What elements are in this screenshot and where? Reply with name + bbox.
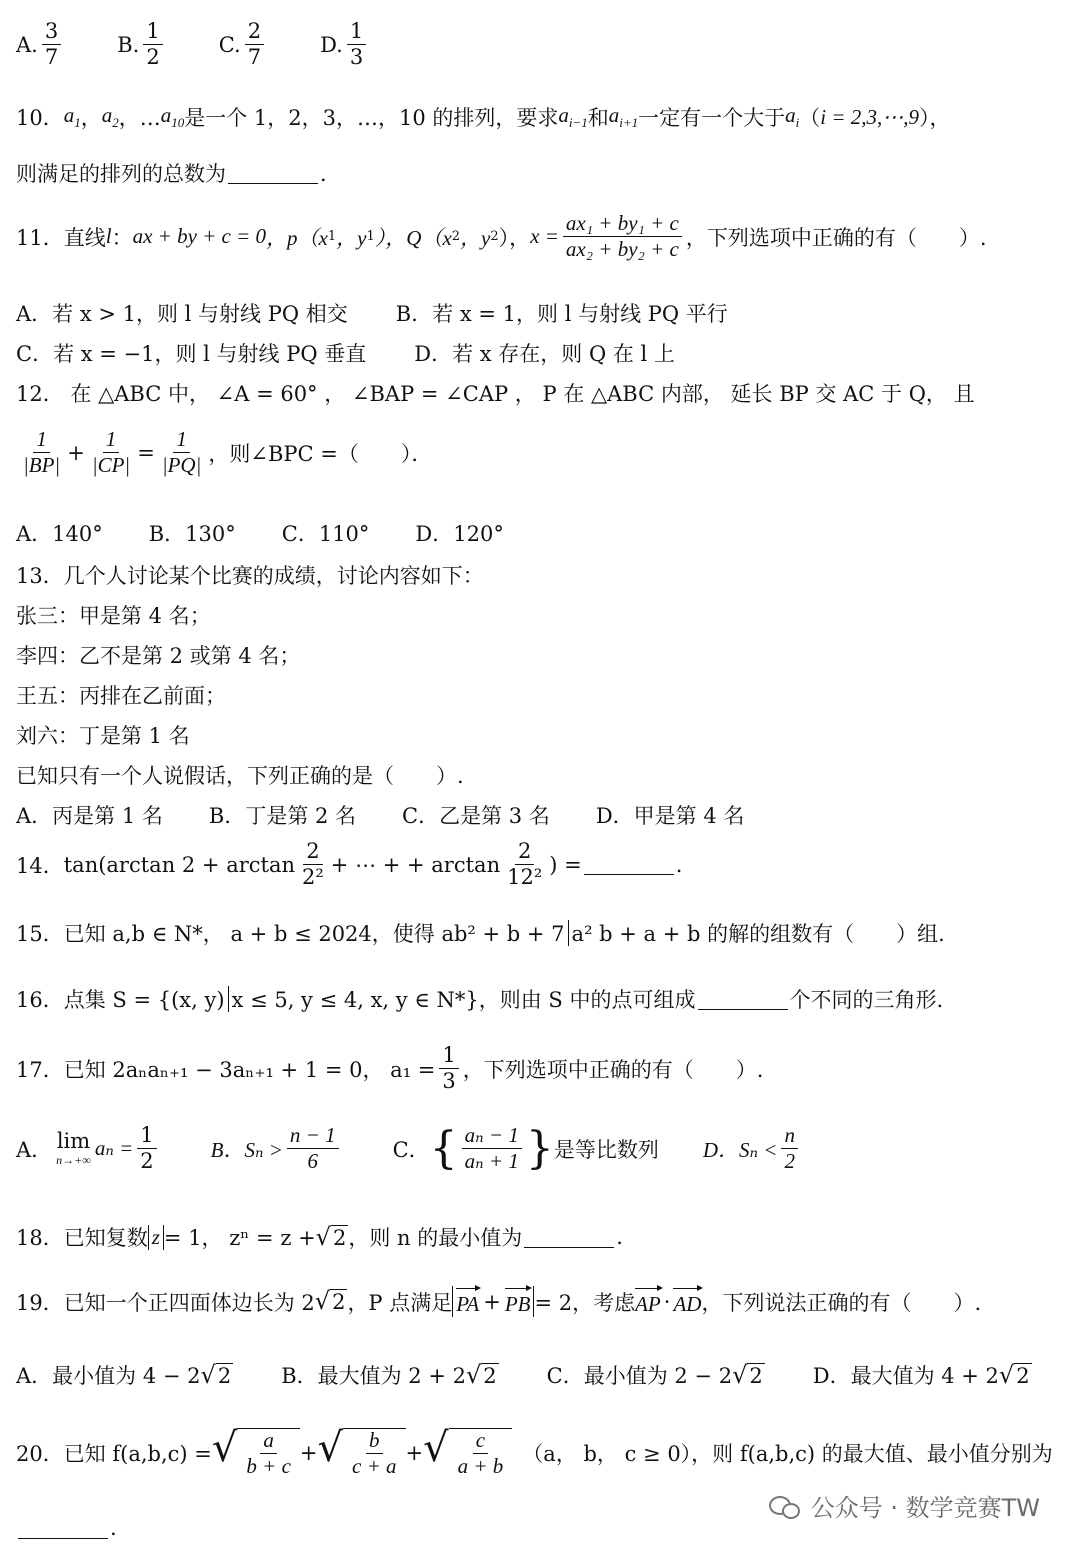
fraction: $\frac{a}{b + c}$ <box>246 1428 291 1479</box>
answer-blank[interactable] <box>698 989 788 1010</box>
answer-blank[interactable] <box>18 1518 108 1539</box>
q10-line-1: 10． $a_1$ ， $a_2$ ，… $a_{10}$ 是一个 1，2，3，…，10 的排列，要求 $a_{i-1}$ 和 $a_{i+1}$ 一定有一个大于 $a_i$ （ i = 2,3,⋯,9 ）， <box>16 102 951 131</box>
q9-option-b: B. $\frac{1}{2}$ <box>117 20 166 69</box>
fraction: $\frac{n - 1}{6}$ <box>287 1124 339 1173</box>
q13-line-2: 张三：甲是第 4 名； <box>16 604 211 628</box>
q17-option-a: A． lim n→+∞ aₙ = $\frac{1}{2}$ <box>16 1124 161 1173</box>
q12-line-1: 12． 在 △ABC 中， ∠A = 60° ， ∠BAP = ∠CAP ， P 在 △ABC 内部， 延长 BP 交 AC 于 Q， 且 <box>16 382 975 406</box>
fraction: $\frac{2}{7}$ <box>245 20 264 69</box>
q13-line-6: 已知只有一个人说假话，下列正确的是（ ）. <box>16 764 464 788</box>
left-brace: { <box>429 1122 458 1174</box>
sqrt: √ $\frac{b}{c + a}$ <box>318 1428 406 1478</box>
q12-line-2: $\frac{1}{|BP|}$ + $\frac{1}{|CP|}$ = $\frac{1}{|PQ|}$ ，则∠BPC =（ ）． <box>16 428 432 477</box>
fraction: $\frac{1}{|PQ|}$ <box>161 427 202 478</box>
q9-option-c: C. $\frac{2}{7}$ <box>219 20 268 69</box>
fraction: $\frac{1}{2}$ <box>143 20 162 69</box>
fraction: $\frac{\text{ax₁ + by₁ + c}}{\text{ax₂ + by₂ + c}}$ <box>563 212 682 261</box>
watermark: 公众号 · 数学竞赛TW <box>769 1488 1040 1523</box>
fraction: $\frac{b}{c + a}$ <box>352 1428 397 1479</box>
answer-blank[interactable] <box>228 163 318 184</box>
q19-option-b: B．最大值为 2 + 2 √ 2 <box>281 1360 497 1389</box>
q11-line: 11．直线 l ： ax + by + c = 0 ，p（x 1 ，y 1 ），Q（x 2 ，y 2 ）， x = $\frac{\text{ax₁ + by₁ + c}}{\text{ax₂ + by₂ + c}}$ ，下列选项中正确的有（ ）. <box>16 211 987 262</box>
fraction: $\frac{1}{|BP|}$ <box>23 427 61 478</box>
fraction: $\frac{1}{3}$ <box>347 20 366 69</box>
q19-option-a: A．最小值为 4 − 2 √ 2 <box>16 1360 232 1389</box>
q13-line-3: 李四：乙不是第 2 或第 4 名； <box>16 644 301 668</box>
fraction: $\frac{2}{\text{2²}}$ <box>302 839 324 890</box>
q17-options <box>16 1124 854 1173</box>
q17-option-c: C． { $\frac{\text{aₙ − 1}}{\text{aₙ + 1}}$ } 是等比数列 <box>392 1122 659 1174</box>
fraction: $\frac{\text{aₙ − 1}}{\text{aₙ + 1}}$ <box>462 1124 522 1173</box>
answer-blank[interactable] <box>584 854 674 875</box>
q9-options <box>16 20 422 69</box>
q20-line-2: . <box>16 1516 117 1540</box>
right-brace: } <box>525 1122 554 1174</box>
fraction: $\frac{3}{7}$ <box>42 20 61 69</box>
q9-option-a: A. $\frac{3}{7}$ <box>16 20 65 69</box>
q11-options-row-1: A．若 x > 1，则 l 与射线 PQ 相交 B．若 x = 1，则 l 与射线 PQ 平行 <box>16 302 728 326</box>
q17-option-b: B．Sₙ > $\frac{n - 1}{6}$ <box>211 1124 343 1173</box>
q19-line: 19．已知一个正四面体边长为 2 √ 2 ，P 点满足 PA + PB = 2，考虑 AP · AD ，下列说法正确的有（ ）. <box>16 1287 982 1316</box>
fraction: $\frac{1}{|CP|}$ <box>91 427 131 478</box>
sqrt: √ 2 <box>314 1287 346 1315</box>
q11-options-row-2: C．若 x = −1，则 l 与射线 PQ 垂直 D．若 x 存在，则 Q 在 l 上 <box>16 342 675 366</box>
wechat-icon <box>769 1494 799 1518</box>
q19-options <box>16 1360 1070 1390</box>
fraction: $\frac{1}{2}$ <box>137 1124 156 1173</box>
q13-line-4: 王五：丙排在乙前面； <box>16 684 226 708</box>
q13-options: A．丙是第 1 名 B．丁是第 2 名 C．乙是第 3 名 D．甲是第 4 名 <box>16 804 745 828</box>
divides-bar <box>568 920 569 946</box>
q19-option-c: C．最小值为 2 − 2 √ 2 <box>546 1360 763 1389</box>
q16-line: 16．点集 S = {(x, y) x ≤ 5, y ≤ 4, x, y ∈ N*}，则由 S 中的点可组成 个不同的三角形. <box>16 988 944 1012</box>
q12-options: A．140° B．130° C．110° D．120° <box>16 522 504 546</box>
answer-blank[interactable] <box>524 1227 614 1248</box>
sqrt: √ 2 <box>315 1222 347 1251</box>
q20-line-1: 20．已知 f(a,b,c) = √ $\frac{a}{b + c}$ + √ $\frac{b}{c + a}$ + √ $\frac{c}{a + b}$ （a， b， c ≥ 0），则 f(a,b,c) 的最大值、最小值分别为 <box>16 1425 1053 1479</box>
q18-line: 18．已知复数 z = 1， zⁿ = z + √ 2 ，则 n 的最小值为 . <box>16 1222 623 1251</box>
q15-line: 15．已知 a,b ∈ N*， a + b ≤ 2024，使得 ab² + b + 7 a² b + a + b 的解的组数有（ ）组. <box>16 922 945 946</box>
sqrt: √ $\frac{a}{b + c}$ <box>212 1428 300 1478</box>
modulus: z <box>148 1225 164 1250</box>
q9-option-d: D. $\frac{1}{3}$ <box>320 20 370 69</box>
fraction: $\frac{n}{2}$ <box>781 1124 798 1173</box>
q13-line-1: 13．几个人讨论某个比赛的成绩，讨论内容如下： <box>16 564 484 588</box>
set-bar <box>228 986 229 1012</box>
fraction: $\frac{2}{\text{12²}}$ <box>507 839 543 890</box>
q19-option-d: D．最大值为 4 + 2 √ 2 <box>812 1360 1030 1389</box>
q14-line: 14． tan(arctan 2 + arctan $\frac{2}{\text{2²}}$ + ⋯ + + arctan $\frac{2}{\text{12²}}$ ) = . <box>16 839 683 890</box>
fraction: $\frac{1}{3}$ <box>439 1044 458 1093</box>
q17-line: 17．已知 2aₙaₙ₊₁ − 3aₙ₊₁ + 1 = 0， a₁ = $\frac{1}{3}$ ，下列选项中正确的有（ ）. <box>16 1043 764 1094</box>
q13-line-5: 刘六：丁是第 1 名 <box>16 724 190 748</box>
vector-sum-modulus: PA + PB <box>452 1286 534 1317</box>
sqrt: √ $\frac{c}{a + b}$ <box>423 1428 512 1478</box>
q10-line-2: 则满足的排列的总数为 ． <box>16 162 341 186</box>
q17-option-d: D．Sₙ < $\frac{n}{2}$ <box>703 1124 802 1173</box>
fraction: $\frac{c}{a + b}$ <box>457 1428 504 1479</box>
